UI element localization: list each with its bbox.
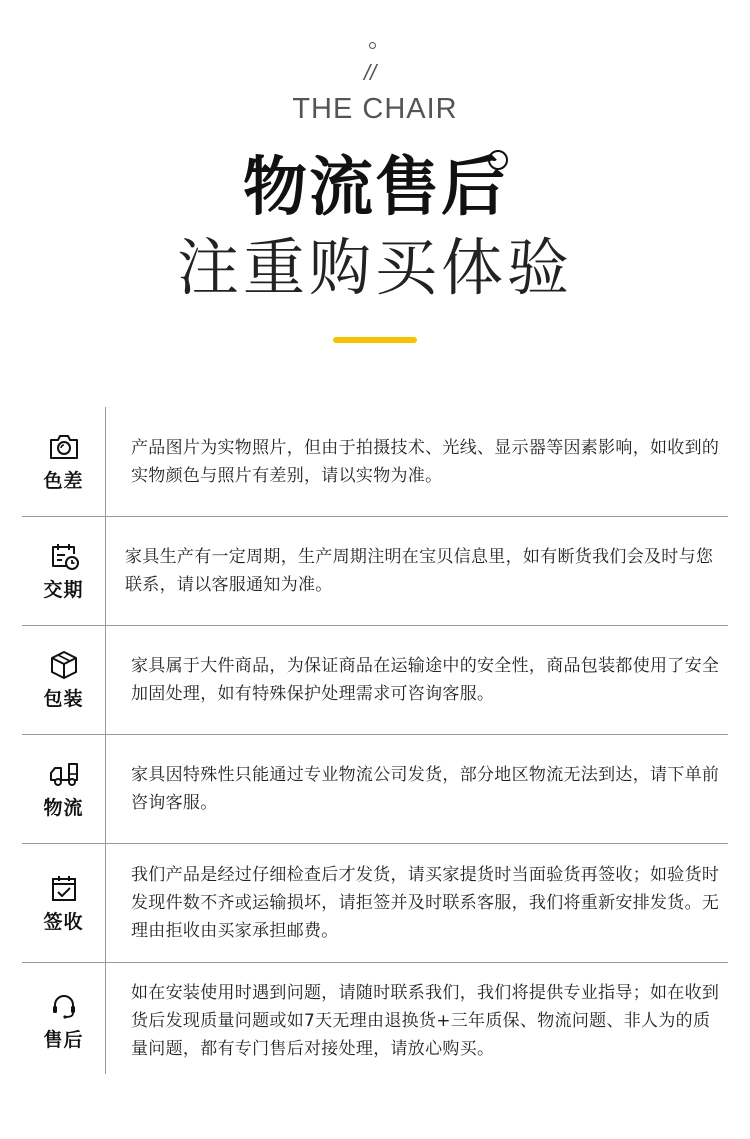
- row-description: 家具因特殊性只能通过专业物流公司发货，部分地区物流无法到达，请下单前咨询客服。: [131, 765, 720, 813]
- accent-divider: [333, 337, 417, 343]
- logo-slash: //: [364, 60, 377, 85]
- table-row: [22, 735, 728, 844]
- title-degree-icon: [488, 150, 508, 170]
- table-row: [22, 626, 728, 735]
- row-label: 签收: [43, 911, 84, 933]
- row-header: [22, 963, 105, 1079]
- row-header: [22, 626, 105, 734]
- row-description: 产品图片为实物照片，但由于拍摄技术、光线、显示器等因素影响，如收到的实物颜色与照片有差别，请以实物为准。: [131, 437, 720, 486]
- page-header: [0, 0, 750, 380]
- row-description: 如在安装使用时遇到问题，请随时联系我们，我们将提供专业指导；如在收到货后发现质量问题或如7天无理由退换货+三年质保、物流问题、非人为的质量问题，都有专门售后对接处理，请放心购买。: [131, 983, 720, 1059]
- row-description: 家具生产有一定周期，生产周期注明在宝贝信息里，如有断货我们会及时与您联系，请以客服通知为准。: [125, 547, 714, 595]
- row-label: 交期: [43, 579, 84, 601]
- camera-icon: [47, 431, 81, 463]
- headset-icon: [47, 990, 81, 1022]
- calendar-clock-icon: [47, 540, 81, 572]
- row-label: 色差: [43, 469, 84, 492]
- package-box-icon: [47, 649, 81, 681]
- row-label: 售后: [43, 1029, 84, 1051]
- row-label: 物流: [43, 797, 84, 819]
- calendar-check-icon: [47, 872, 81, 904]
- table-row: [22, 407, 728, 517]
- table-row: [22, 844, 728, 963]
- logo-circle-icon: [369, 42, 376, 49]
- row-header: [22, 735, 105, 843]
- row-label: 包装: [43, 688, 84, 710]
- row-header: [22, 844, 105, 962]
- table-row: [22, 517, 728, 626]
- row-header: [22, 407, 105, 516]
- info-table: [22, 407, 728, 1079]
- page-subtitle: 注重购买体验: [176, 231, 573, 304]
- delivery-truck-icon: [47, 758, 81, 790]
- row-header: [22, 517, 105, 625]
- brand-name: THE CHAIR: [292, 93, 458, 125]
- page-title: 物流售后: [243, 151, 507, 225]
- table-row: [22, 963, 728, 1079]
- row-description: 我们产品是经过仔细检查后才发货，请买家提货时当面验货再签收；如验货时发现件数不齐或运输损坏，请拒签并及时联系客服，我们将重新安排发货。无理由拒收由买家承担邮费。: [131, 865, 720, 941]
- row-description: 家具属于大件商品，为保证商品在运输途中的安全性，商品包装都使用了安全加固处理，如有特殊保护处理需求可咨询客服。: [131, 656, 720, 704]
